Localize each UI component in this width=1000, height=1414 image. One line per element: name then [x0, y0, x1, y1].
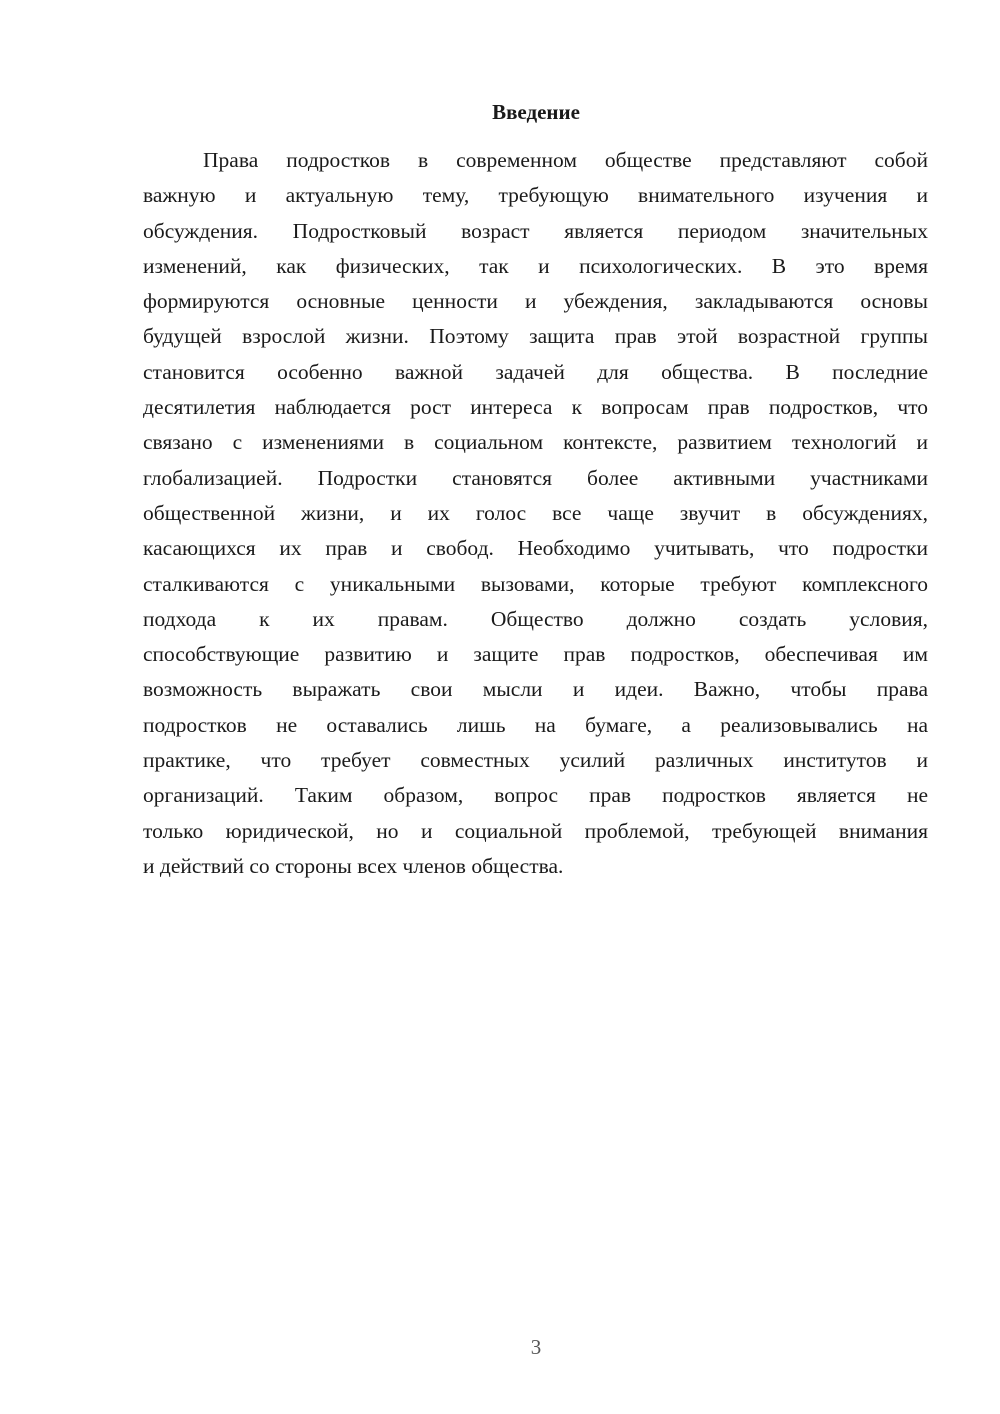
paragraph-line: будущей взрослой жизни. Поэтому защита прав этой возрастной группы — [143, 324, 928, 349]
paragraph-line: становится особенно важной задачей для общества. В последние — [143, 359, 928, 384]
paragraph-line: изменений, как физических, так и психологических. В это время — [143, 253, 928, 278]
paragraph-line: формируются основные ценности и убеждения, закладываются основы — [143, 289, 928, 314]
paragraph-line: возможность выражать свои мысли и идеи. Важно, чтобы права — [143, 677, 928, 702]
paragraph-line: подростков не оставались лишь на бумаге, а реализовывались на — [143, 712, 928, 737]
paragraph-line: десятилетия наблюдается рост интереса к вопросам прав подростков, что — [143, 395, 928, 420]
paragraph-line: касающихся их прав и свобод. Необходимо учитывать, что подростки — [143, 536, 928, 561]
paragraph-line: глобализацией. Подростки становятся более активными участниками — [143, 465, 928, 490]
paragraph-line: важную и актуальную тему, требующую внимательного изучения и — [143, 183, 928, 208]
paragraph-line: организаций. Таким образом, вопрос прав подростков является не — [143, 783, 928, 808]
paragraph-line: Права подростков в современном обществе представляют собой — [203, 148, 928, 172]
paragraph-line: и действий со стороны всех членов общества. — [143, 853, 564, 878]
paragraph-line: обсуждения. Подростковый возраст является периодом значительных — [143, 218, 928, 243]
paragraph-line: подхода к их правам. Общество должно создать условия, — [143, 606, 928, 631]
paragraph-line: сталкиваются с уникальными вызовами, которые требуют комплексного — [143, 571, 928, 596]
paragraph-line: связано с изменениями в социальном контексте, развитием технологий и — [143, 430, 928, 455]
page-number: 3 — [530, 1335, 542, 1359]
section-heading: Введение — [492, 100, 580, 124]
paragraph-line: практике, что требует совместных усилий различных институтов и — [143, 748, 928, 773]
paragraph-line: только юридической, но и социальной проблемой, требующей внимания — [143, 818, 928, 843]
paragraph-line: способствующие развитию и защите прав подростков, обеспечивая им — [143, 642, 928, 667]
paragraph-line: общественной жизни, и их голос все чаще звучит в обсуждениях, — [143, 500, 928, 525]
introduction-paragraph — [143, 143, 928, 884]
